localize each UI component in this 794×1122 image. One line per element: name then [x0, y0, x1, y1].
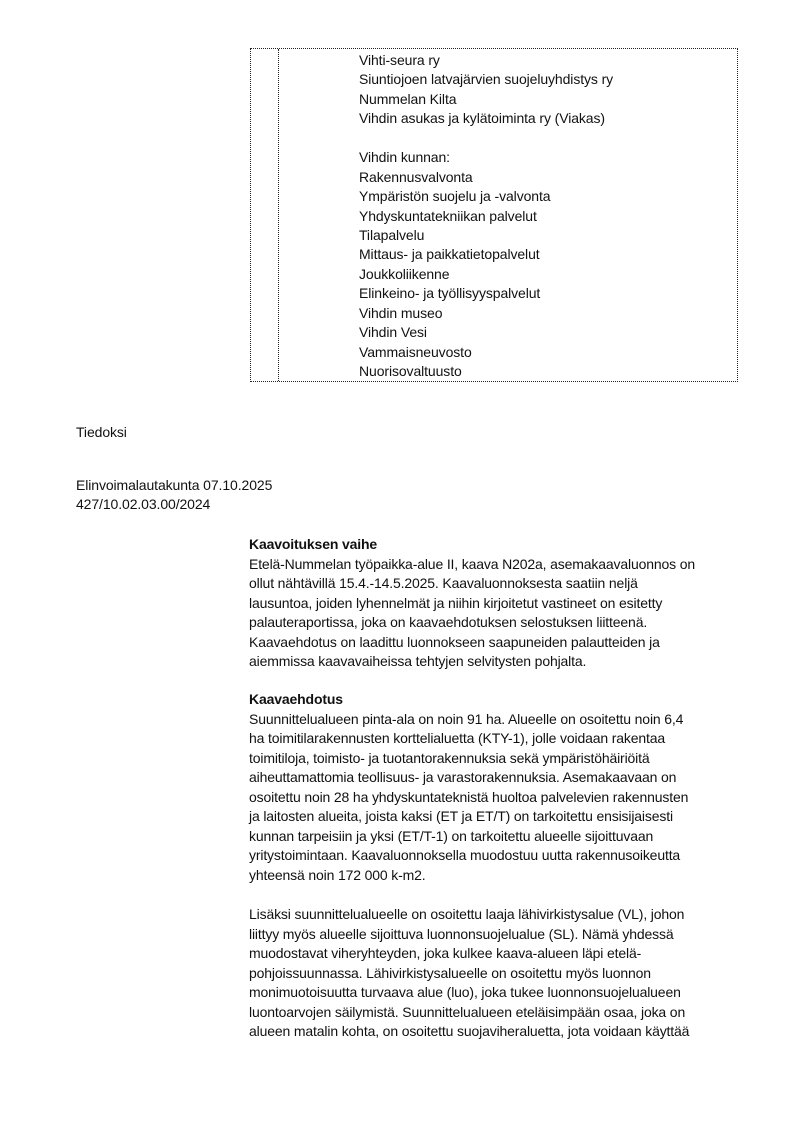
paragraph-line: ha toimitilarakennusten korttelialuetta (KTY-1), jolle voidaan rakentaa	[249, 730, 666, 746]
distribution-item: Vihti-seura ry	[359, 52, 440, 68]
distribution-group-label: Vihdin kunnan:	[359, 149, 450, 166]
distribution-spacer	[359, 129, 613, 148]
distribution-table	[250, 48, 738, 382]
distribution-item: Tilapalvelu	[359, 226, 425, 243]
section-kaavoituksen-vaihe	[249, 535, 744, 672]
section-heading: Kaavaehdotus	[249, 691, 343, 707]
section-kaavaehdotus-continued	[249, 905, 744, 1042]
paragraph-line: osoitettu noin 28 ha yhdyskuntateknistä huoltoa palvelevien rakennusten	[249, 788, 689, 805]
distribution-item: Vihdin Vesi	[359, 324, 427, 341]
distribution-item: Mittaus- ja paikkatietopalvelut	[359, 246, 540, 263]
section-paragraph	[249, 710, 744, 886]
paragraph-line: Suunnittelualueen pinta-ala on noin 91 ha. Alueelle on osoitettu noin 6,4	[249, 710, 684, 727]
paragraph-line: Etelä-Nummelan työpaikka-alue II, kaava N202a, asemakaavaluonnos on	[249, 555, 695, 572]
paragraph-line: palauteraportissa, joka on kaavaehdotuksen selostuksen liitteenä.	[249, 614, 648, 630]
distribution-item: Vihdin asukas ja kylätoiminta ry (Viakas)	[359, 110, 605, 127]
distribution-item: Siuntiojoen latvajärvien suojeluyhdistys ry	[359, 71, 614, 88]
distribution-item: Rakennusvalvonta	[359, 168, 473, 185]
section-kaavaehdotus	[249, 690, 744, 885]
distribution-item: Ympäristön suojelu ja -valvonta	[359, 188, 551, 205]
section-paragraph	[249, 555, 744, 672]
paragraph-line: aiheuttamattomia teollisuus- ja varastorakennuksia. Asemakaavaan on	[249, 769, 677, 785]
board-meeting-date: Elinvoimalautakunta 07.10.2025	[76, 477, 273, 493]
paragraph-line: alueen matalin kohta, on osoitettu suojaviheraluetta, jota voidaan käyttää	[249, 1023, 690, 1039]
distribution-item: Elinkeino- ja työllisyyspalvelut	[359, 285, 541, 302]
section-heading: Kaavoituksen vaihe	[249, 536, 378, 552]
paragraph-line: Kaavaehdotus on laadittu luonnokseen saapuneiden palautteiden ja	[249, 633, 660, 650]
paragraph-line: monimuotoisuutta turvaava alue (luo), joka tukee luonnonsuojelualueen	[249, 984, 681, 1000]
paragraph-line: yhteensä noin 172 000 k-m2.	[249, 866, 426, 883]
paragraph-line: Lisäksi suunnittelualueelle on osoitettu laaja lähivirkistysalue (VL), johon	[249, 906, 685, 922]
distribution-list	[359, 51, 613, 381]
paragraph-line: pohjoissuunnassa. Lähivirkistysalueelle on osoitettu myös luonnon	[249, 964, 651, 981]
distribution-item: Vammaisneuvosto	[359, 343, 472, 360]
paragraph-line: toimitiloja, toimisto- ja tuotantorakennuksia sekä ympäristöhäiriöitä	[249, 749, 650, 766]
paragraph-line: ja laitosten alueita, joista kaksi (ET ja ET/T) on tarkoitettu ensisijaisesti	[249, 808, 673, 824]
paragraph-line: lausuntoa, joiden lyhennelmät ja niihin kirjoitetut vastineet on esitetty	[249, 594, 663, 611]
distribution-item: Vihdin museo	[359, 304, 443, 321]
table-column-divider	[278, 49, 279, 381]
distribution-item: Nuorisovaltuusto	[359, 363, 462, 379]
distribution-item: Yhdyskuntatekniikan palvelut	[359, 207, 537, 224]
section-paragraph	[249, 905, 744, 1042]
paragraph-line: ollut nähtävillä 15.4.-14.5.2025. Kaavaluonnoksesta saatiin neljä	[249, 575, 638, 591]
distribution-item: Joukkoliikenne	[359, 265, 450, 282]
paragraph-line: luontoarvojen säilymistä. Suunnittelualueen eteläisimpään osaa, joka on	[249, 1003, 686, 1020]
paragraph-line: muodostavat viheryhteyden, joka kulkee kaava-alueen läpi etelä-	[249, 945, 642, 961]
paragraph-line: liittyy myös alueelle sijoittuva luonnonsuojelualue (SL). Nämä yhdessä	[249, 925, 674, 942]
paragraph-line: kunnan tarpeisiin ja yksi (ET/T-1) on tarkoitettu alueelle sijoittuvaan	[249, 827, 654, 844]
distribution-item: Nummelan Kilta	[359, 90, 457, 107]
paragraph-line: yritystoimintaan. Kaavaluonnoksella muodostuu uutta rakennusoikeutta	[249, 847, 681, 863]
tiedoksi-label: Tiedoksi	[76, 424, 127, 440]
paragraph-line: aiemmissa kaavavaiheissa tehtyjen selvitysten pohjalta.	[249, 653, 587, 669]
record-number: 427/10.02.03.00/2024	[76, 496, 211, 512]
